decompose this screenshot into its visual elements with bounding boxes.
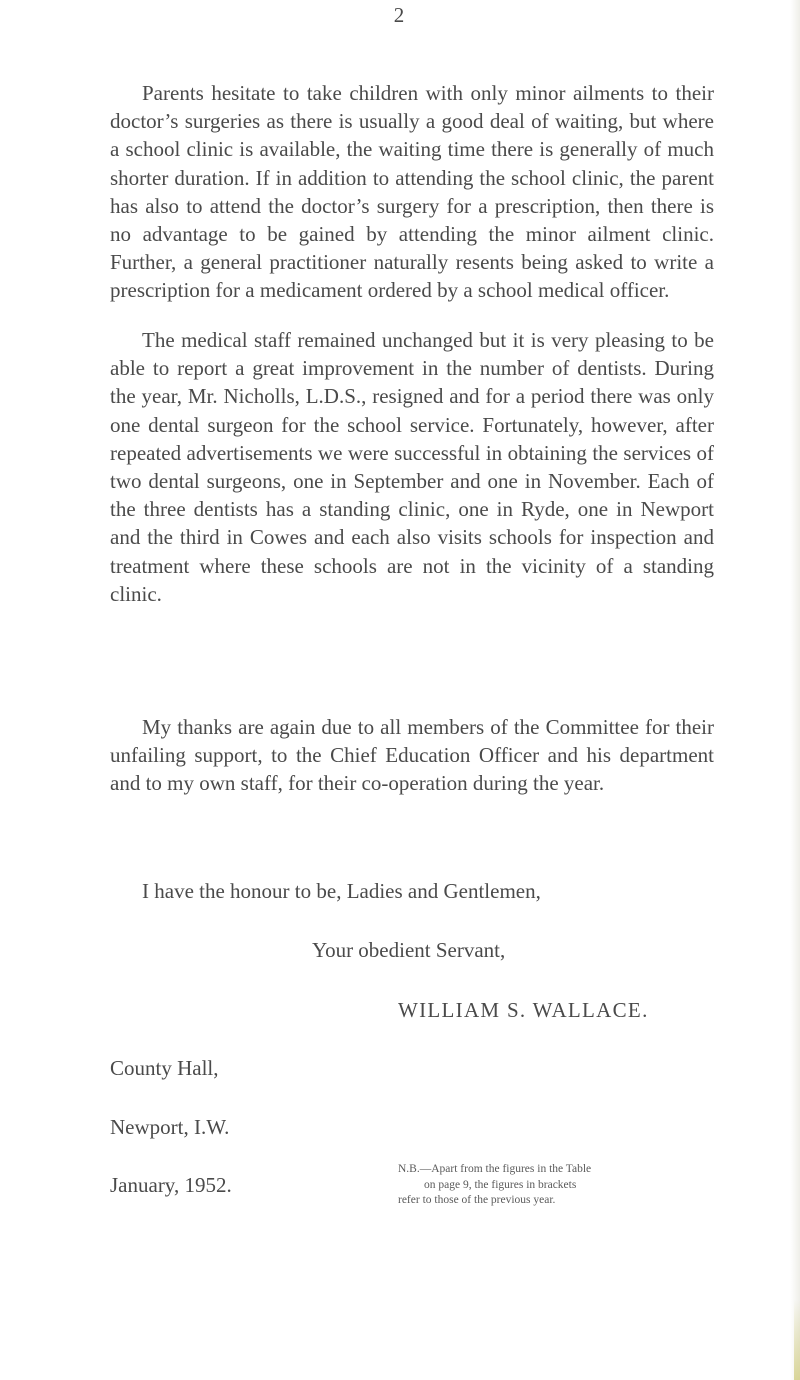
footnote-line-3: refer to those of the previous year. <box>398 1194 556 1206</box>
complimentary-close: Your obedient Servant, <box>312 938 506 962</box>
address-line-1: County Hall, <box>110 1056 219 1080</box>
page-edge-shadow <box>790 0 800 1380</box>
closing-honour: I have the honour to be, Ladies and Gentlemen, <box>142 879 541 903</box>
paragraph-thanks: My thanks are again due to all members of the Committee for their unfailing support, to the Chief Education Officer and his department and to my own staff, for their co-operation during the year. <box>110 715 714 796</box>
paragraph-minor-ailments: Parents hesitate to take children with only minor ailments to their doctor’s surgeries as there is usually a good deal of waiting, but where a school clinic is available, the waiting time there is generally of much shorter duration. If in addition to attending the school clinic, the parent has also to attend the doctor’s surgery for a prescription, then there is no advantage to be gained by attending the minor ailment clinic. Further, a general practitioner naturally resents being asked to write a prescription for a medicament ordered by a school medical officer. <box>110 81 714 303</box>
footnote <box>398 1162 698 1209</box>
address-date: January, 1952. <box>110 1173 232 1197</box>
page-corner-stain <box>794 1300 800 1380</box>
address-line-2: Newport, I.W. <box>110 1115 230 1139</box>
footnote-line-2: on page 9, the figures in brackets <box>424 1178 577 1191</box>
signature-name: WILLIAM S. WALLACE. <box>398 998 649 1022</box>
footnote-line-1: N.B.—Apart from the figures in the Table <box>398 1163 592 1175</box>
paragraph-medical-staff: The medical staff remained unchanged but it is very pleasing to be able to report a great improvement in the number of dentists. During the year, Mr. Nicholls, L.D.S., resigned and for a period there was only one dental surgeon for the school service. Fortunately, however, after repeated advertisements we were successful in obtaining the services of two dental surgeons, one in September and one in November. Each of the three dentists has a standing clinic, one in Ryde, one in Newport and the third in Cowes and each also visits schools for inspection and treatment where these schools are not in the vicinity of a standing clinic. <box>110 328 714 606</box>
page-number: 2 <box>393 3 405 27</box>
